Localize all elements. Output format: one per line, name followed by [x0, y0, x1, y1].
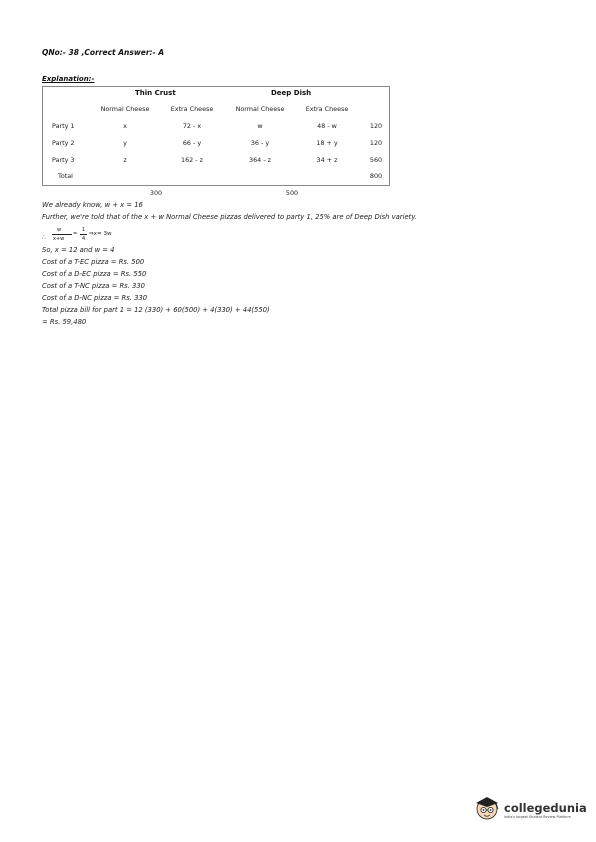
fraction-denominator: x+w: [53, 236, 65, 242]
logo-tagline: India's largest Student Review Platform: [504, 815, 571, 819]
table-cell: z: [123, 156, 127, 164]
fraction-numerator: w: [57, 227, 62, 233]
table-cell: 36 - y: [250, 139, 270, 147]
row-total: 120: [369, 139, 383, 147]
explanation-label: Explanation:-: [42, 75, 95, 83]
table-cell: 48 - w: [317, 122, 337, 130]
table-cell: 364 - z: [249, 156, 271, 164]
fraction-bar: [80, 234, 87, 235]
sub-header: Normal Cheese: [235, 105, 285, 113]
table-cell: 18 + y: [316, 139, 338, 147]
row-label: Party 3: [52, 156, 75, 164]
solution-line: = Rs. 59,480: [42, 318, 87, 326]
group-header-thin-crust: Thin Crust: [135, 89, 176, 97]
subtotal-deep-dish: 500: [285, 189, 299, 197]
equals-sign: =: [73, 231, 78, 237]
question-number: QNo:- 38 ,Correct Answer:- A: [42, 48, 165, 57]
fraction-bar: [52, 234, 72, 235]
data-table: [42, 86, 390, 186]
solution-line: We already know, w + x = 16: [42, 201, 143, 209]
solution-line: Cost of a D-EC pizza = Rs. 550: [42, 270, 147, 278]
subtotal-thin-crust: 300: [149, 189, 163, 197]
row-label: Party 2: [52, 139, 75, 147]
therefore-symbol: ∴: [42, 234, 46, 241]
table-cell: 66 - y: [182, 139, 202, 147]
fraction-numerator: 1: [82, 227, 86, 233]
grand-total: 800: [369, 172, 383, 180]
table-cell: w: [257, 122, 263, 130]
logo-wordmark-main: collegedunia: [504, 801, 587, 815]
formula-result: ⇒x= 3w: [89, 231, 112, 237]
table-cell: 34 + z: [316, 156, 338, 164]
row-total: 560: [369, 156, 383, 164]
table-cell: 162 - z: [181, 156, 203, 164]
total-row-label: Total: [58, 172, 73, 180]
sub-header: Extra Cheese: [170, 105, 214, 113]
solution-line: Further, we're told that of the x + w Normal Cheese pizzas delivered to party 1, 25% are of Deep Dish variety.: [42, 213, 417, 221]
sub-header: Normal Cheese: [100, 105, 150, 113]
row-total: 120: [369, 122, 383, 130]
solution-line: Cost of a T-NC pizza = Rs. 330: [42, 282, 146, 290]
table-cell: y: [123, 139, 127, 147]
fraction-denominator: 4: [82, 236, 86, 242]
table-cell: x: [123, 122, 127, 130]
solution-line: So, x = 12 and w = 4: [42, 246, 115, 254]
row-label: Party 1: [52, 122, 75, 130]
mascot-icon: [476, 797, 498, 819]
solution-line: Cost of a D-NC pizza = Rs. 330: [42, 294, 148, 302]
solution-line: Total pizza bill for part 1 = 12 (330) + 60(500) + 4(330) + 44(550): [42, 306, 270, 314]
table-cell: 72 - x: [182, 122, 202, 130]
sub-header: Extra Cheese: [305, 105, 349, 113]
logo-wordmark: [504, 801, 587, 815]
group-header-deep-dish: Deep Dish: [271, 89, 312, 97]
solution-line: Cost of a T-EC pizza = Rs. 500: [42, 258, 145, 266]
